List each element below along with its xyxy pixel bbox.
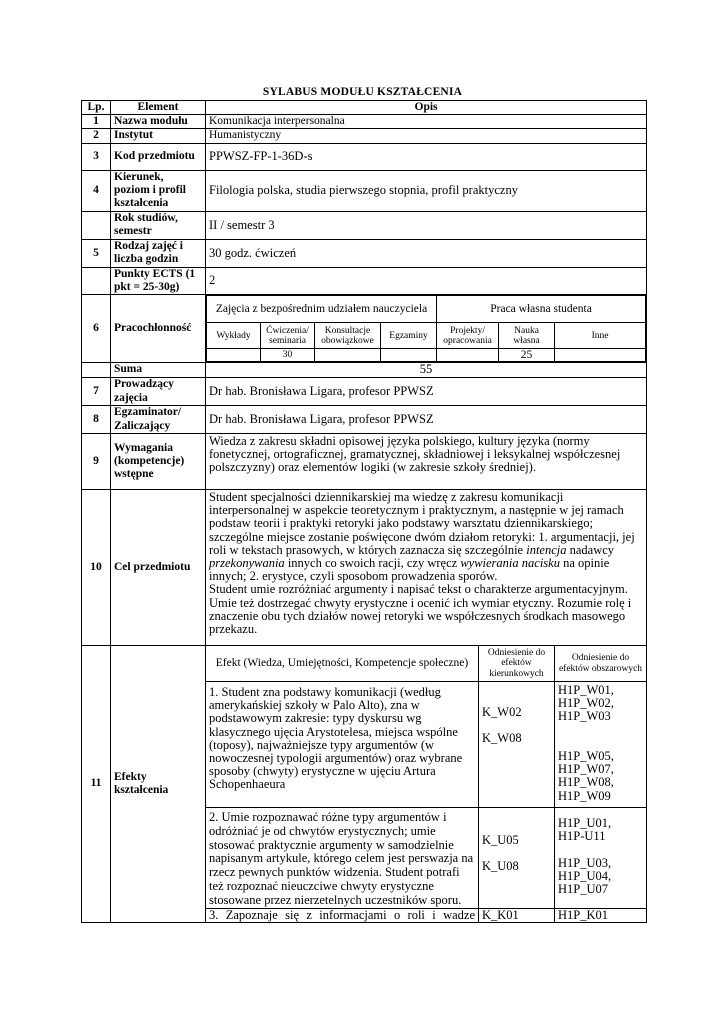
col-inne: Inne xyxy=(555,323,646,349)
row-number: 1 xyxy=(82,115,111,129)
row-number: 8 xyxy=(82,406,111,434)
row-element: Pracochłonność xyxy=(111,295,206,363)
row-value: 30 godz. ćwiczeń xyxy=(206,239,647,267)
header-opis: Opis xyxy=(206,101,647,115)
row-value: Filologia polska, studia pierwszego stopnia, profil praktyczny xyxy=(206,170,647,211)
effect-kier-ref: K_W02 K_W08 xyxy=(479,682,555,808)
row-number: 5 xyxy=(82,239,111,267)
row-element: Cel przedmiotu xyxy=(111,490,206,646)
table-row xyxy=(82,434,647,490)
col-nauka: Nauka własna xyxy=(499,323,555,349)
workload-table xyxy=(206,295,646,362)
val-konsultacje xyxy=(315,349,381,362)
row-element: Rodzaj zajęć i liczba godzin xyxy=(111,239,206,267)
row-element: Kierunek, poziom i profil kształcenia xyxy=(111,170,206,211)
sum-row xyxy=(82,363,647,378)
effect-text: 3. Zapoznaje się z informacjami o roli i wadze xyxy=(206,908,479,922)
effect-kier-ref: K_K01 xyxy=(479,908,555,922)
header-lp: Lp. xyxy=(82,101,111,115)
col-cwiczenia: Ćwiczenia/ seminaria xyxy=(261,323,315,349)
row-number: 4 xyxy=(82,170,111,211)
document-title: SYLABUS MODUŁU KSZTAŁCENIA xyxy=(262,86,463,98)
row-value: 2 xyxy=(206,267,647,294)
table-header-row xyxy=(82,101,647,115)
table-row xyxy=(82,406,647,434)
col-wyklady: Wykłady xyxy=(207,323,261,349)
table-row xyxy=(82,211,647,239)
effect-obsz-ref: H1P_W01, H1P_W02, H1P_W03 H1P_W05, H1P_W07, H1P_W08, H1P_W09 xyxy=(555,682,647,808)
row-number: 6 xyxy=(82,295,111,363)
table-row xyxy=(82,115,647,129)
val-cwiczenia: 30 xyxy=(261,349,315,362)
row-number: 3 xyxy=(82,143,111,170)
self-study-group: Praca własna studenta xyxy=(437,296,646,323)
effect-text: 2. Umie rozpoznawać różne typy argumentów i odróżniać je od chwytów erystycznych; umie stosować praktycznie argumenty w samodzielnie napisanym artykule, którego celem jest perswazja na rzecz pewnych punktów widzenia. Student potrafi też rozpoznać nieuczciwe chwyty erystyczne stosowane przez nierzetelnych uczestników sporu. xyxy=(206,808,479,909)
row-element: Kod przedmiotu xyxy=(111,143,206,170)
row-element: Efekty kształcenia xyxy=(111,646,206,923)
row-value: II / semestr 3 xyxy=(206,211,647,239)
effect-text: 1. Student zna podstawy komunikacji (według amerykańskiej szkoły w Palo Alto), zna w podstawowym zakresie: typy dyskursu wg klasycznego ujęcia Arystotelesa, miejsca wspólne (toposy), najważniejsze typy argumentów (w nowoczesnej typologii argumentów) oraz wybrane sposoby (chwyty) erystyczne w ujęciu Artura Schopenhaeura xyxy=(206,682,479,808)
workload-row xyxy=(82,295,647,363)
row-value: Komunikacja interpersonalna xyxy=(206,115,647,129)
row-element: Nazwa modułu xyxy=(111,115,206,129)
val-wyklady xyxy=(207,349,261,362)
sum-value: 55 xyxy=(206,363,647,378)
row-value: PPWSZ-FP-1-36D-s xyxy=(206,143,647,170)
row-element: Rok studiów, semestr xyxy=(111,211,206,239)
row-number: 10 xyxy=(82,490,111,646)
table-row xyxy=(82,267,647,294)
syllabus-table xyxy=(81,100,647,923)
row-number: 2 xyxy=(82,129,111,143)
effects-header-kierunkowe: Odniesienie do efektów kierunkowych xyxy=(479,646,555,682)
row-element: Egzaminator/ Zaliczający xyxy=(111,406,206,434)
row-number: 9 xyxy=(82,434,111,490)
row-value: Dr hab. Bronisława Ligara, profesor PPWSZ xyxy=(206,406,647,434)
row-element: Prowadzący zajęcia xyxy=(111,378,206,406)
course-goal-text: Student specjalności dziennikarskiej ma wiedzę z zakresu komunikacji interpersonalnej w aspekcie teoretycznym i praktycznym, a następnie w jej ramach podstaw teorii i praktyki retoryki jako podstawy warsztatu dziennikarskiego; szczególne miejsce zostanie poświęcone dwóm działom retoryki: 1. argumentacji, jej roli w tekstach prasowych, w których zaznacza się szczególnie intencja nadawcy przekonywania innych co swoich racji, czy wręcz wywierania nacisku na opinie innych; 2. erystyce, czyli sposobom prowadzenia sporów. Student umie rozróżniać argumenty i napisać tekst o charakterze argumentacyjnym. Umie też dostrzegać chwyty erystyczne i ocenić ich wymiar etyczny. Rozumie rolę i znaczenie obu tych działów nowej retoryki we współczesnych środkach masowego przekazu. xyxy=(206,490,647,646)
val-nauka: 25 xyxy=(499,349,555,362)
row-element: Punkty ECTS (1 pkt = 25-30g) xyxy=(111,267,206,294)
workload-table-cell xyxy=(206,295,647,363)
table-row xyxy=(82,378,647,406)
row-value: Dr hab. Bronisława Ligara, profesor PPWSZ xyxy=(206,378,647,406)
row-value: Wiedza z zakresu składni opisowej języka polskiego, kultury języka (normy fonetycznej, ortograficznej, gramatycznej, składniowej i leksykalnej współczesnej polszczyzny) oraz elementów logiki (w zakresie szkoły średniej). xyxy=(206,434,647,490)
row-value: Humanistyczny xyxy=(206,129,647,143)
table-row xyxy=(82,143,647,170)
row-number: 7 xyxy=(82,378,111,406)
row-element: Suma xyxy=(111,363,206,378)
table-row xyxy=(82,129,647,143)
effect-obsz-ref: H1P_U01, H1P-U11 H1P_U03, H1P_U04, H1P_U07 xyxy=(555,808,647,909)
val-projekty xyxy=(437,349,499,362)
col-projekty: Projekty/ opracowania xyxy=(437,323,499,349)
row-number: 11 xyxy=(82,646,111,923)
table-row xyxy=(82,170,647,211)
direct-hours-group: Zajęcia z bezpośrednim udziałem nauczyciela xyxy=(207,296,437,323)
effect-kier-ref: K_U05 K_U08 xyxy=(479,808,555,909)
header-element: Element xyxy=(111,101,206,115)
effects-header-row xyxy=(82,646,647,682)
effects-header-obszarowe: Odniesienie do efektów obszarowych xyxy=(555,646,647,682)
table-row xyxy=(82,490,647,646)
val-inne xyxy=(555,349,646,362)
col-egzaminy: Egzaminy xyxy=(381,323,437,349)
val-egzaminy xyxy=(381,349,437,362)
col-konsultacje: Konsultacje obowiązkowe xyxy=(315,323,381,349)
row-element: Wymagania (kompetencje) wstępne xyxy=(111,434,206,490)
table-row xyxy=(82,239,647,267)
row-element: Instytut xyxy=(111,129,206,143)
effects-header-effect: Efekt (Wiedza, Umiejętności, Kompetencje społeczne) xyxy=(206,646,479,682)
effect-obsz-ref: H1P_K01 xyxy=(555,908,647,922)
